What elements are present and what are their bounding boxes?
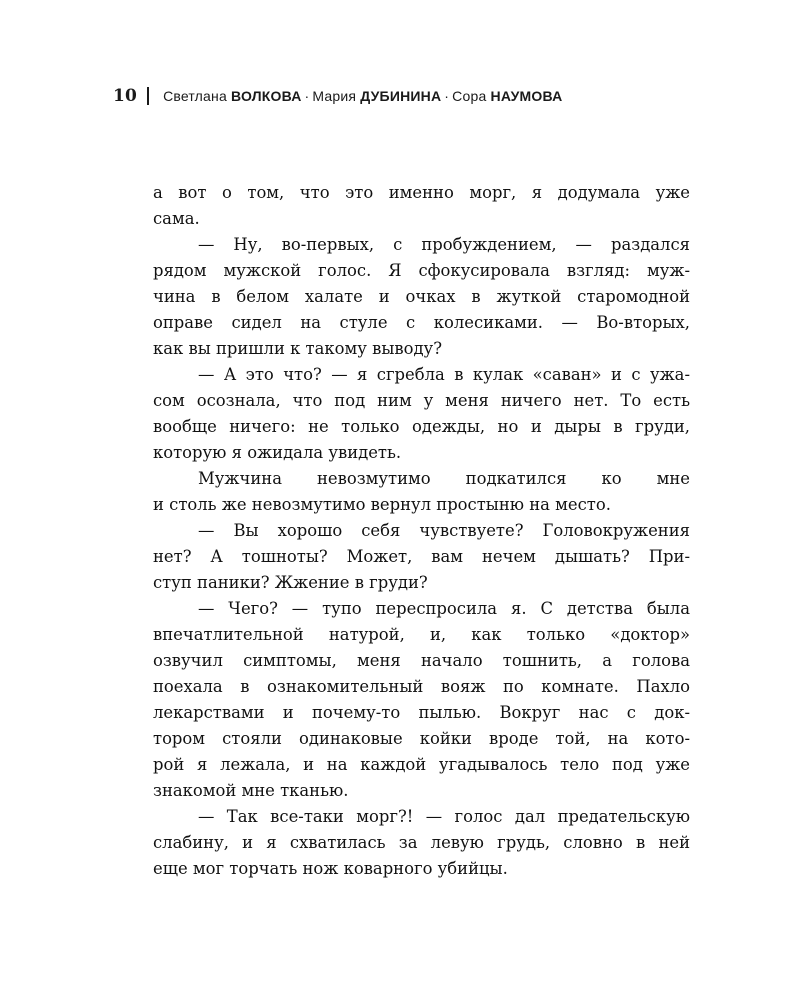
author-separator: ·: [444, 88, 450, 104]
text-line: а вот о том, что это именно морг, я додумала уже: [153, 183, 690, 202]
author-2: [312, 88, 441, 104]
author-separator: ·: [304, 88, 310, 104]
paragraph: [153, 232, 690, 362]
paragraph: [153, 804, 690, 882]
text-line: которую я ожидала увидеть.: [153, 443, 402, 462]
paragraph: [153, 180, 690, 232]
paragraph: [153, 596, 690, 804]
header-divider: [147, 87, 149, 105]
text-line: сама.: [153, 209, 200, 228]
text-line: как вы пришли к такому выводу?: [153, 339, 442, 358]
text-line: вообще ничего: не только одежды, но и дыры в груди,: [153, 417, 690, 436]
text-line: впечатлительной натурой, и, как только «доктор»: [153, 625, 690, 644]
text-line: поехала в ознакомительный вояж по комнате. Пахло: [153, 677, 690, 696]
author-last-name: НАУМОВА: [490, 88, 563, 104]
author-first-name: Сора: [452, 88, 487, 104]
paragraph: [153, 518, 690, 596]
author-last-name: ДУБИНИНА: [360, 88, 442, 104]
text-line: оправе сидел на стуле с колесиками. — Во-вторых,: [153, 313, 690, 332]
text-line: тором стояли одинаковые койки вроде той, на кото-: [153, 729, 690, 748]
text-line: рой я лежала, и на каждой угадывалось тело под уже: [153, 755, 690, 774]
author-3: [452, 88, 562, 104]
text-line: сом осознала, что под ним у меня ничего нет. То есть: [153, 391, 690, 410]
paragraph: [153, 362, 690, 466]
author-first-name: Светлана: [163, 88, 227, 104]
text-line: — Так все-таки морг?! — голос дал предательскую: [198, 807, 690, 826]
text-line: нет? А тошноты? Может, вам нечем дышать? При-: [153, 547, 690, 566]
text-line: лекарствами и почему-то пылью. Вокруг нас с док-: [153, 703, 690, 722]
text-line: ступ паники? Жжение в груди?: [153, 573, 428, 592]
text-line: Мужчина невозмутимо подкатился ко мне: [198, 469, 690, 488]
text-line: и столь же невозмутимо вернул простыню на место.: [153, 495, 611, 514]
text-line: — Чего? — тупо переспросила я. С детства была: [198, 599, 690, 618]
paragraph: [153, 466, 690, 518]
text-line: — А это что? — я сгребла в кулак «саван» и с ужа-: [198, 365, 690, 384]
page-number: 10: [113, 86, 138, 106]
text-line: чина в белом халате и очках в жуткой старомодной: [153, 287, 690, 306]
author-first-name: Мария: [312, 88, 357, 104]
text-line: еще мог торчать нож коварного убийцы.: [153, 859, 508, 878]
body-text: [153, 180, 690, 882]
running-head: [113, 86, 562, 106]
author-last-name: ВОЛКОВА: [231, 88, 302, 104]
text-line: озвучил симптомы, меня начало тошнить, а голова: [153, 651, 690, 670]
text-line: — Вы хорошо себя чувствуете? Головокружения: [198, 521, 690, 540]
text-line: слабину, и я схватилась за левую грудь, словно в ней: [153, 833, 690, 852]
text-line: — Ну, во-первых, с пробуждением, — раздался: [198, 235, 690, 254]
text-line: рядом мужской голос. Я сфокусировала взгляд: муж-: [153, 261, 690, 280]
text-line: знакомой мне тканью.: [153, 781, 349, 800]
author-1: [163, 88, 301, 104]
